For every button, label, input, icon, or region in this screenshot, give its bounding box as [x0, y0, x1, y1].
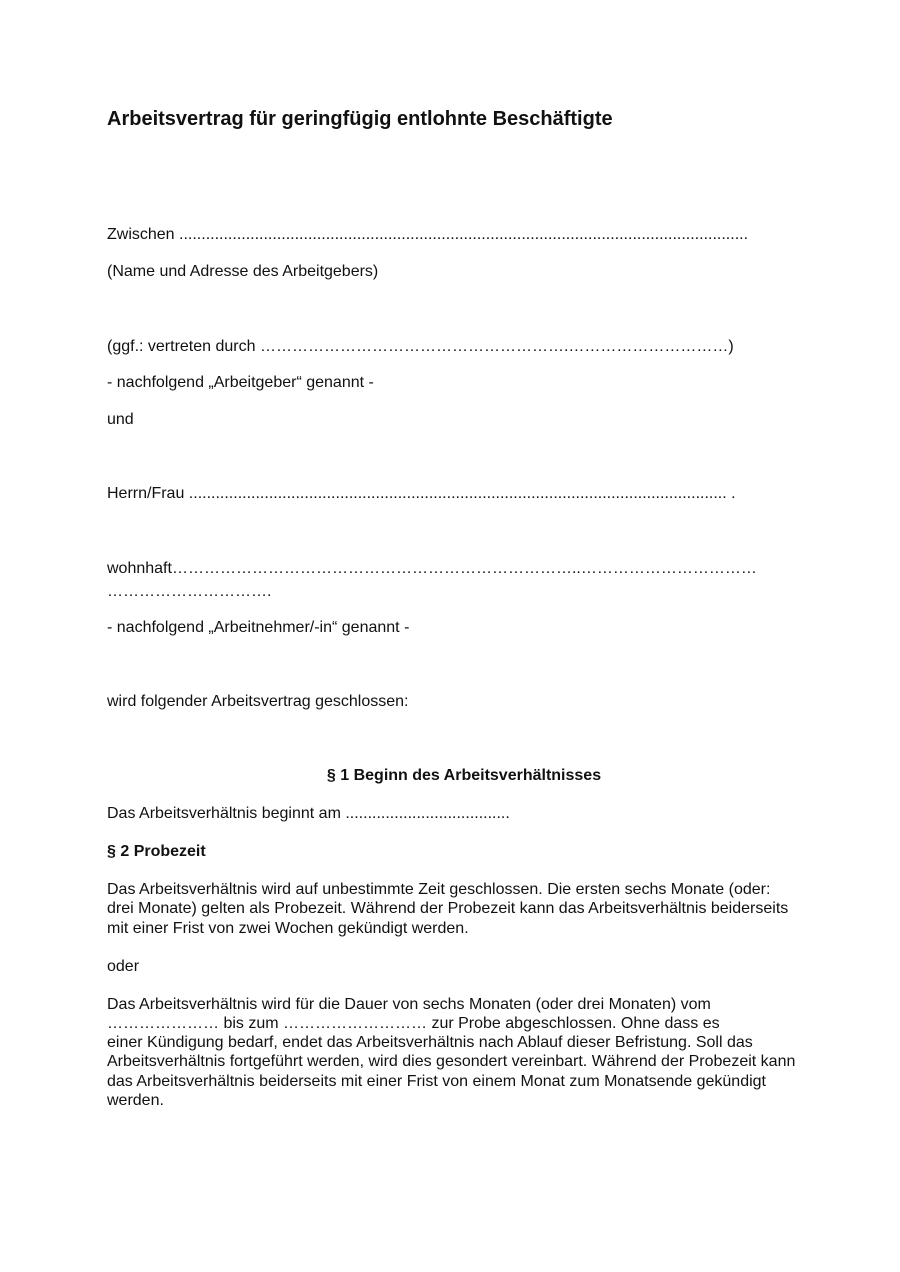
employee-address-line: wohnhaft…………………………………………………………………..…………………………… — [107, 560, 757, 577]
employer-designation: - nachfolgend „Arbeitgeber“ genannt - — [107, 374, 374, 391]
section-2-paragraph-2-rest: einer Kündigung bedarf, endet das Arbeitsverhältnis nach Ablauf dieser Befristung. Soll das Arbeitsverhältnis fortgeführt werden, wird dies gesondert vereinbart. Während der Probezeit kann das Arbeitsverhältnis beiderseits mit einer Frist von einem Monat zum Monatsende gekündigt werden. — [107, 1034, 796, 1109]
section-2-heading: § 2 Probezeit — [107, 843, 206, 860]
conjunction-und: und — [107, 411, 134, 428]
document-title: Arbeitsvertrag für geringfügig entlohnte Beschäftigte — [107, 108, 613, 130]
section-1-text: Das Arbeitsverhältnis beginnt am ..................................... — [107, 805, 510, 822]
section-2-oder: oder — [107, 958, 140, 975]
employee-name-line: Herrn/Frau ......................................................................................................................... . — [107, 485, 736, 502]
section-1-heading: § 1 Beginn des Arbeitsverhältnisses — [326, 767, 602, 784]
representative-line: (ggf.: vertreten durch ………………………………………………….…………………………) — [107, 338, 734, 355]
employer-line: Zwischen ................................................................................................................................ — [107, 226, 749, 243]
section-2-paragraph-2-line-2: ………………… bis zum ……………………… zur Probe abgeschlossen. Ohne dass es — [107, 1015, 720, 1032]
employer-caption: (Name und Adresse des Arbeitgebers) — [107, 263, 379, 280]
section-2-paragraph-1: Das Arbeitsverhältnis wird auf unbestimmte Zeit geschlossen. Die ersten sechs Monate (oder: drei Monate) gelten als Probezeit. Während der Probezeit kann das Arbeitsverhältnis beiderseits mit einer Frist von zwei Wochen gekündigt werden. — [107, 881, 789, 937]
employee-address-continuation: …………………………. — [107, 583, 272, 600]
employee-designation: - nachfolgend „Arbeitnehmer/-in“ genannt - — [107, 619, 410, 636]
section-2-paragraph-2-line-1: Das Arbeitsverhältnis wird für die Dauer von sechs Monaten (oder drei Monaten) vom — [107, 996, 711, 1013]
contract-intro: wird folgender Arbeitsvertrag geschlossen: — [107, 693, 409, 710]
